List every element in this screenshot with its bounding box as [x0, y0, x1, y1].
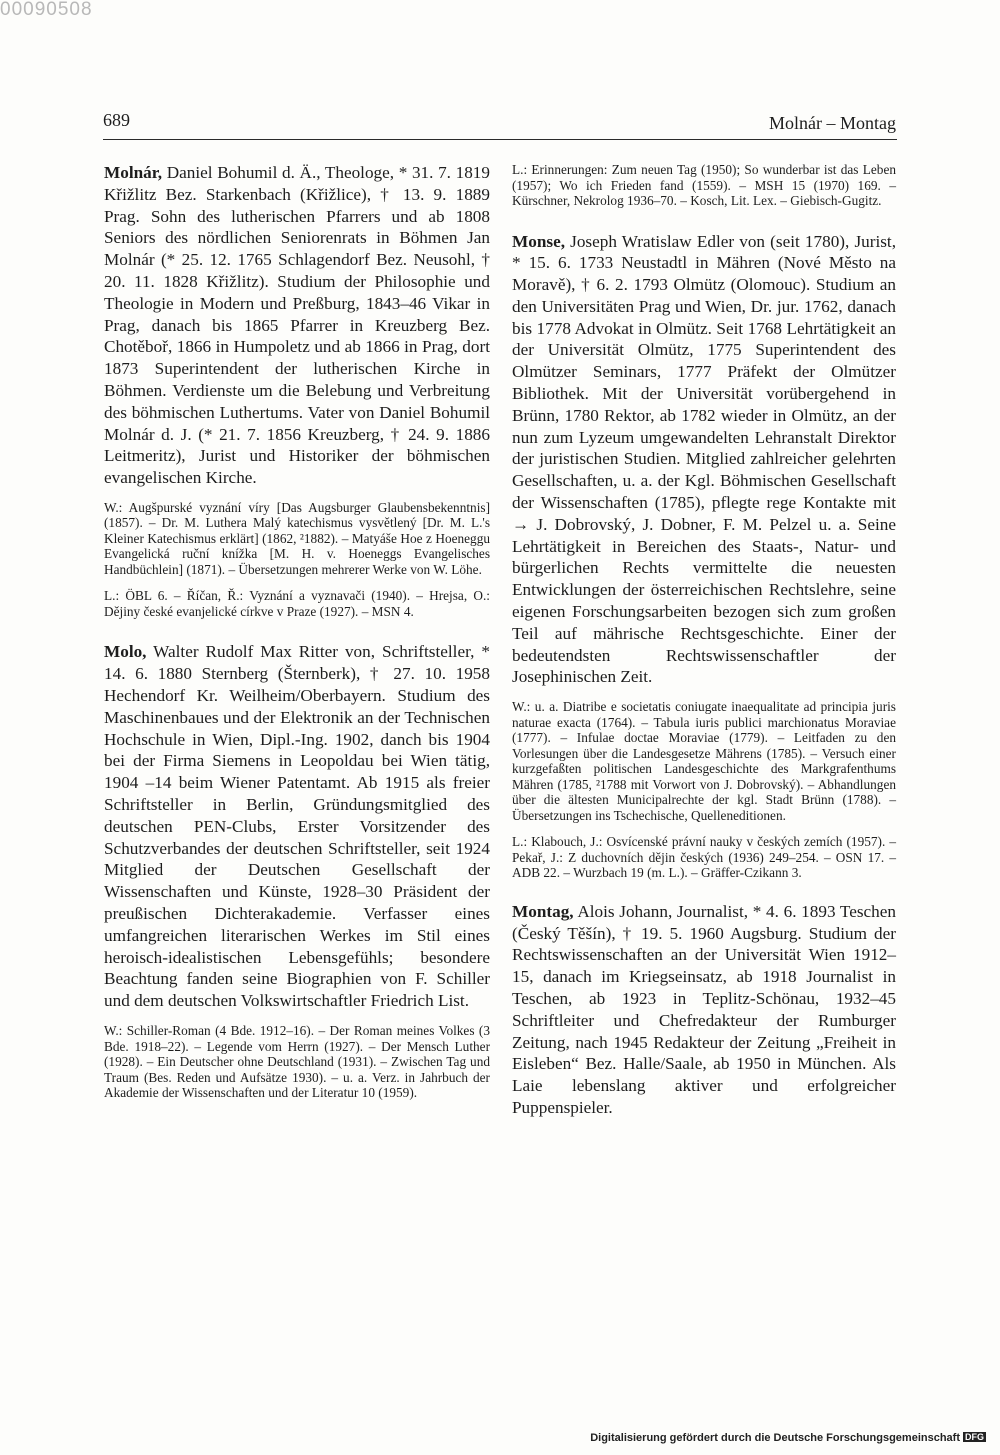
running-head: Molnár – Montag	[769, 113, 896, 133]
entry-molo-continued	[512, 162, 896, 209]
entry-lemma: Molnár,	[104, 163, 163, 182]
entry-body	[512, 901, 896, 1119]
entry-lemma: Montag,	[512, 901, 574, 921]
entry-molo	[104, 641, 490, 1100]
scan-id: 00090508	[0, 0, 93, 20]
entry-works: W.: Augšpurské vyznání víry [Das Augsburger Glaubensbekenntnis] (1857). – Dr. M. Luthera Malý katechismus vysvětlený [Dr. M. L.'s Kleiner Katechismus erklärt] (1862, ²1882). – Matyáše Hoe z Hoeneggu Evangelická ruční knížka [M. H. v. Hoeneggs Evangelisches Handbüchlein] (1871). – Übersetzungen mehrerer Werke von W. Löhe.	[104, 499, 490, 577]
entry-literature: L.: ÖBL 6. – Říčan, Ř.: Vyznání a vyznavači (1940). – Hrejsa, O.: Dějiny české evanjelické církve v Praze (1927). – MSN 4.	[104, 588, 490, 619]
header-rule	[103, 139, 897, 140]
left-column	[104, 162, 490, 1101]
entry-body	[512, 231, 896, 689]
entry-montag	[512, 901, 896, 1119]
dfg-logo: DFG	[965, 1432, 984, 1442]
footer-credit	[590, 1432, 986, 1444]
entry-literature: L.: Klabouch, J.: Osvícenské právní nauky v českých zemích (1957). – Pekař, J.: Z duchovních dějin českých (1936) 249–254. – OSN 17. – ADB 22. – Wurzbach 19 (m. L.). – Gräffer-Czikann 3.	[512, 834, 896, 881]
entry-works: W.: u. a. Diatribe e societatis coniugate inaequalitate ad principia juris naturae exacta (1764). – Tabula iuris publici marchionatus Moraviae (1777). – Infulae doctae Moraviae (1779). – Leitfaden zu den Vorlesungen über die Landesgesetze Mährens (1785). – Versuch einer kurzgefaßten politischen Landesgeschichte des Markgrafenthums Mähren (1785, ²1788 mit Vorwort von J. Dobrovský). – Abhandlungen über die ältesten Municipalrechte der kgl. Stadt Brünn (1788). – Übersetzungen ins Tschechische, Quelleneditionen.	[512, 699, 896, 823]
entry-lemma: Monse,	[512, 231, 565, 251]
entry-lemma: Molo,	[104, 642, 147, 662]
right-column	[512, 162, 896, 1119]
footer-credit-text: Digitalisierung gefördert durch die Deutsche Forschungsgemeinschaft	[590, 1432, 960, 1444]
entry-text: Walter Rudolf Max Ritter von, Schriftsteller, * 14. 6. 1880 Sternberg (Šternberk), † 27. 10. 1958 Hechendorf Kr. Weilheim/Oberbayern. Studium des Maschinenbaues und der Elektronik an der Technischen Hochschule in Wien, Dipl.-Ing. 1902, danch bis 1904 bei der Firma Siemens in Leopoldau bei Wien tätig, 1904 –14 beim Wiener Patentamt. Ab 1915 als freier Schriftsteller in Berlin, Gründungsmitglied des deutschen PEN-Clubs, Erster Vorsitzender des Schutzverbandes der deutschen Schriftsteller, seit 1924 Mitglied der Deutschen Gesellschaft der Wissenschaften und Künste, 1928–30 Präsident der preußischen Dichterakademie. Verfasser eines umfangreichen literarischen Werkes im Stil eines heroisch-idealistischen Lebensgefühls; besondere Beachtung fanden seine Biographien von F. Schiller und dem deutschen Volkswirtschaftler Friedrich List.	[104, 642, 490, 1011]
entry-text: Alois Johann, Journalist, * 4. 6. 1893 Teschen (Český Těšín), † 19. 5. 1960 Augsburg. Studium der Rechtswissenschaften an der Universität Wien 1912–15, danach im Kriegseinsatz, ab 1918 Journalist in Teschen, ab 1923 in Teplitz-Schönau, 1932–45 Schriftleiter und Chefredakteur der Rumburger Zeitung, nach 1945 Redakteur der Zeitung „Freiheit in Eisleben“ Bez. Halle/Saale, ab 1950 in München. Als Laie lebenslang aktiver und erfolgreicher Puppenspieler.	[512, 901, 896, 1117]
entry-text: Joseph Wratislaw Edler von (seit 1780), Jurist, * 15. 6. 1733 Neustadtl in Mähren (Nové Město na Moravě), † 6. 2. 1793 Olmütz (Olomouc). Studium an den Universitäten Prag und Wien, Dr. jur. 1762, danach bis 1778 Advokat in Olmütz. Seit 1768 Lehrtätigkeit an der Universität Olmütz, 1775 Superintendent des Olmützer Seminars, 1777 Präfekt der Olmützer Bibliothek. Mit der Universität vorübergehend in Brünn, 1780 Rektor, ab 1782 wieder in Olmütz, an der nun zum Lyzeum umgewandelten Lehranstalt Direktor der juristischen Studien. Mitglied zahlreicher gelehrten Gesellschaften, u. a. der Kgl. Böhmischen Gesellschaft der Wissenschaften (1785), pflegte rege Kontakte mit → J. Dobrovský, J. Dobner, F. M. Pelzel u. a. Seine Lehrtätigkeit in Bereichen des Staats-, Natur- und bürgerlichen Rechts vermittelte die neuesten Entwicklungen der österreichischen Rechtslehre, seine eigenen Forschungsarbeiten bezogen sich zum großen Teil auf mährische Rechtsgeschichte. Einer der bedeutendsten Rechtswissenschaftler der Josephinischen Zeit.	[512, 231, 896, 687]
entry-body	[104, 162, 490, 489]
entry-literature: L.: Erinnerungen: Zum neuen Tag (1950); So wunderbar ist das Leben (1957); Wo ich Frieden fand (1559). – MSH 15 (1970) 169. – Kürschner, Nekrolog 1936–70. – Kosch, Lit. Lex. – Giebisch-Gugitz.	[512, 162, 896, 208]
entry-monse	[512, 231, 896, 881]
entry-works: W.: Schiller-Roman (4 Bde. 1912–16). – Der Roman meines Volkes (3 Bde. 1918–22). – Legende vom Herrn (1927). – Der Mensch Luther (1928). – Ein Deutscher ohne Deutschland (1931). – Zwischen Tag und Traum (Bes. Reden und Aufsätze 1930). – u. a. Verz. in Jahrbuch der Akademie der Wissenschaften und der Literatur 10 (1959).	[104, 1023, 490, 1100]
entry-body	[104, 641, 490, 1012]
entry-text: Daniel Bohumil d. Ä., Theologe, * 31. 7. 1819 Křižlitz Bez. Starkenbach (Křižlice), † 13. 9. 1889 Prag. Sohn des lutherischen Pfarrers und ab 1808 Seniors des nördlichen Seniorenrats in Böhmen Jan Molnár (* 25. 12. 1765 Schlagendorf Bez. Neusohl, † 20. 11. 1828 Křižlitz). Studium der Philosophie und Theologie in Modern und Preßburg, 1843–46 Vikar in Prag, danach bis 1865 Pfarrer in Kreuzberg Bez. Chotěboř, 1866 in Humpoletz und ab 1866 in Prag, dort 1873 Superintendent der lutherischen Kirche in Böhmen. Verdienste um die Belebung und Verbreitung des böhmischen Luthertums. Vater von Daniel Bohumil Molnár d. J. (* 21. 7. 1856 Kreuzberg, † 24. 9. 1886 Leitmeritz), Jurist und Historiker der böhmischen evangelischen Kirche.	[104, 163, 490, 488]
page-number: 689	[103, 110, 130, 130]
entry-molnar	[104, 162, 490, 619]
